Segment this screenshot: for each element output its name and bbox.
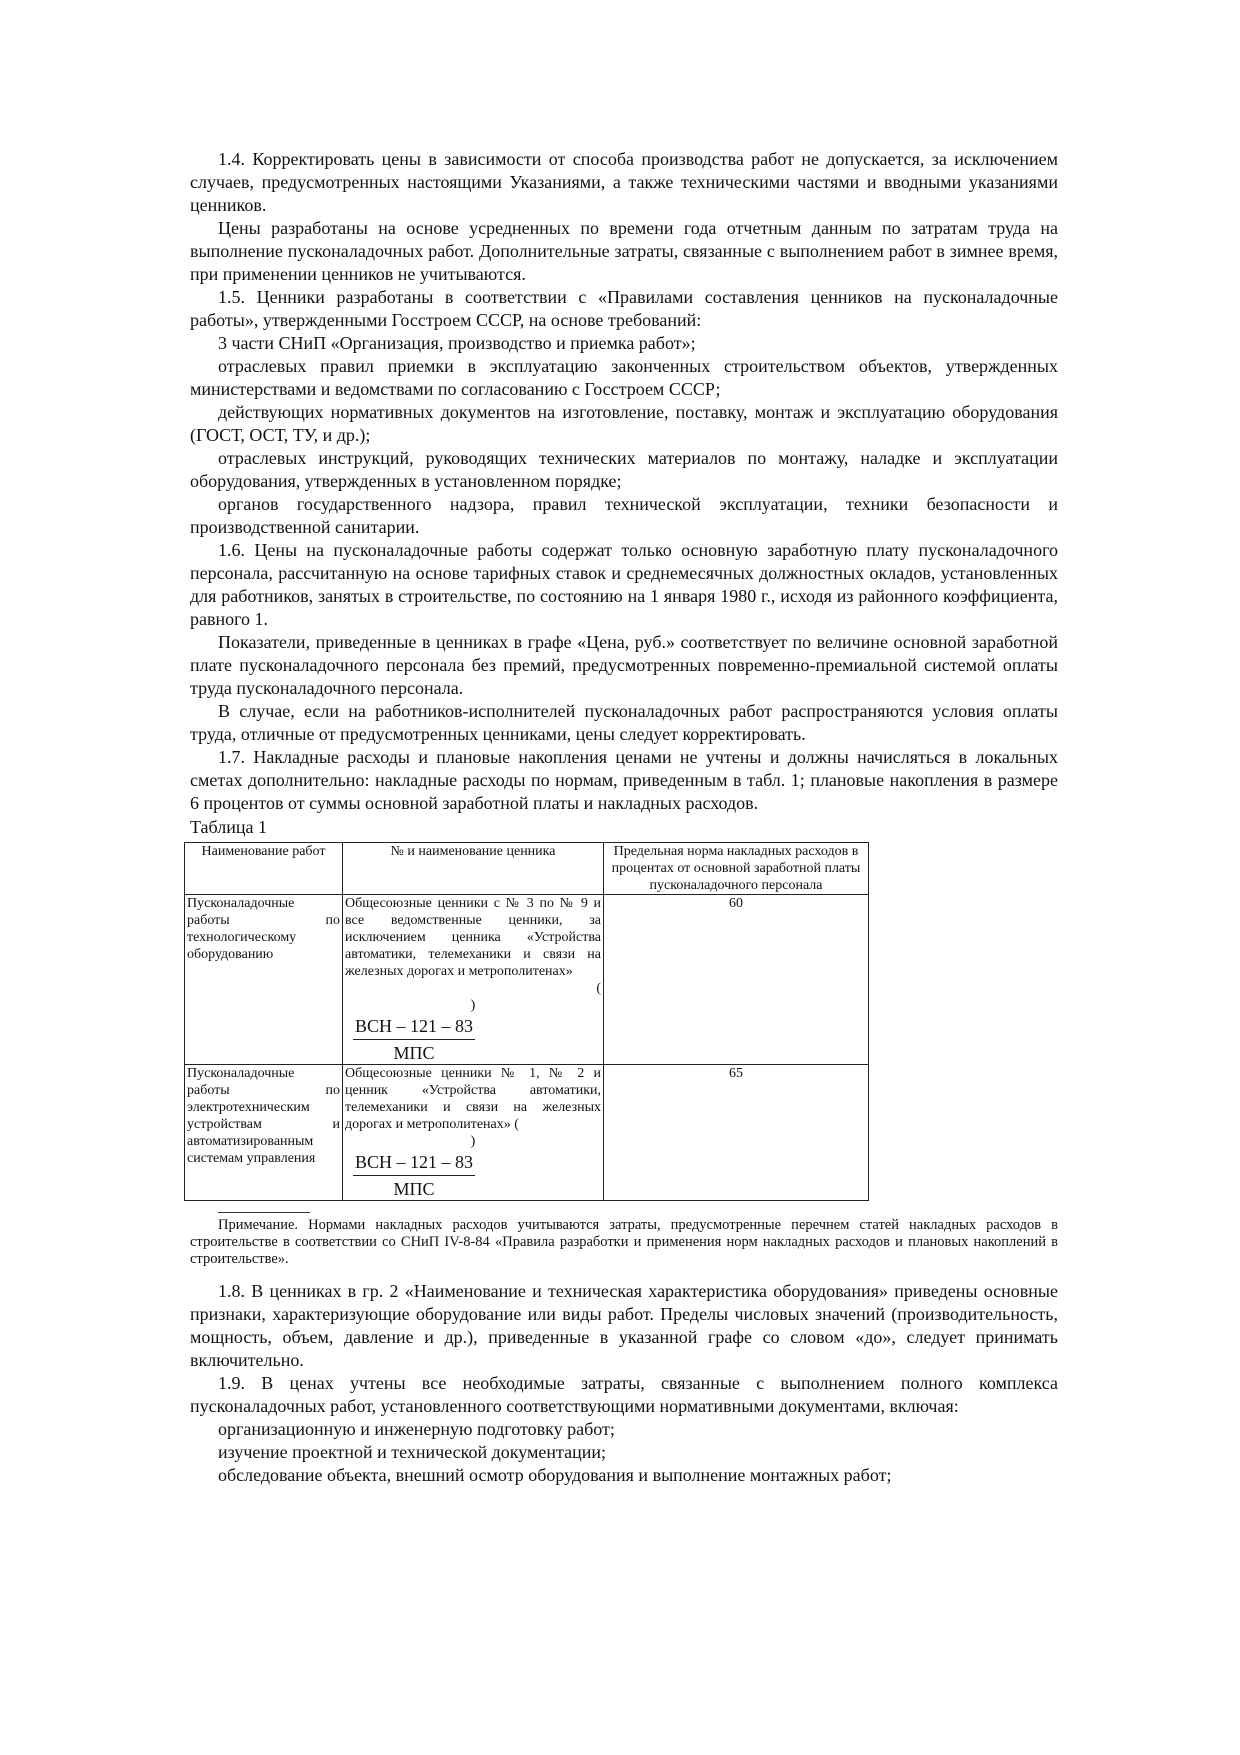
paragraph-correction: В случае, если на работников-исполнителей пусконаладочных работ распространяются условия оплаты труда, отличные от предусмотренных ценниками, цены следует корректировать. bbox=[190, 701, 1058, 744]
paragraph-1-5: 1.5. Ценники разработаны в соответствии с «Правилами составления ценников на пусконаладочные работы», утвержденными Госстроем СССР, на основе требований: bbox=[190, 287, 1058, 330]
pricelist-text: Общесоюзные ценники № 1, № 2 и ценник «Устройства автоматики, телемеханики и связи на железных дорогах и метрополитенах» ( bbox=[345, 1066, 601, 1132]
requirement-item: отраслевых инструкций, руководящих технических материалов по монтажу, наладке и эксплуатации оборудования, утвержденных в установленном порядке; bbox=[190, 448, 1058, 491]
cell-work-name: Пусконаладочные работы по электротехническим устройствам и автоматизированным системам управления bbox=[185, 1065, 343, 1201]
header-pricelist: № и наименование ценника bbox=[343, 843, 604, 895]
cell-pricelist bbox=[343, 1065, 604, 1201]
requirement-item: 3 части СНиП «Организация, производство и приемка работ»; bbox=[218, 333, 696, 353]
included-item: изучение проектной и технической документации; bbox=[218, 1442, 607, 1462]
document-code-fraction bbox=[349, 1151, 479, 1200]
fraction-numerator: ВСН – 121 – 83 bbox=[353, 1015, 475, 1040]
paragraph-1-4: 1.4. Корректировать цены в зависимости от способа производства работ не допускается, за исключением случаев, предусмотренных настоящими Указаниями, а также техническими частями и вводными указаниями ценников. bbox=[190, 149, 1058, 215]
table-footnote: Примечание. Нормами накладных расходов учитываются затраты, предусмотренные перечнем статей накладных расходов в строительстве в соответствии со СНиП IV-8-84 «Правила разработки и применения норм накладных расходов и плановых накоплений в строительстве». bbox=[190, 1217, 1058, 1267]
included-item: обследование объекта, внешний осмотр оборудования и выполнение монтажных работ; bbox=[218, 1465, 892, 1485]
overhead-norms-table bbox=[184, 842, 869, 1201]
requirement-item: органов государственного надзора, правил технической эксплуатации, техники безопасности и производственной санитарии. bbox=[190, 494, 1058, 537]
table-row bbox=[185, 895, 869, 1065]
included-item: организационную и инженерную подготовку работ; bbox=[218, 1419, 615, 1439]
paragraph-1-6: 1.6. Цены на пусконаладочные работы содержат только основную заработную плату пусконаладочного персонала, рассчитанную на основе тарифных ставок и среднемесячных должностных окладов, установленных для работников, занятых в строительстве, по состоянию на 1 января 1980 г., исходя из районного коэффициента, равного 1. bbox=[190, 540, 1058, 629]
cell-norm-percent: 60 bbox=[604, 895, 869, 1065]
paragraph-1-7: 1.7. Накладные расходы и плановые накопления ценами не учтены и должны начисляться в локальных сметах дополнительно: накладные расходы по нормам, приведенным в табл. 1; плановые накопления в размере 6 процентов от суммы основной заработной платы и накладных расходов. bbox=[190, 747, 1058, 813]
paren-open: ( bbox=[596, 981, 601, 996]
table-header-row bbox=[185, 843, 869, 895]
paragraph-indicators: Показатели, приведенные в ценниках в графе «Цена, руб.» соответствует по величине основной заработной плате пусконаладочного персонала без премий, предусмотренных повременно-премиальной системой оплаты труда пусконаладочного персонала. bbox=[190, 632, 1058, 698]
fraction-denominator: МПС bbox=[393, 1043, 435, 1063]
pricelist-text: Общесоюзные ценники с № 3 по № 9 и все ведомственные ценники, за исключением ценника «Устройства автоматики, телемеханики и связи на железных дорогах и метрополитенах» bbox=[345, 896, 601, 979]
footnote-separator bbox=[218, 1212, 310, 1213]
table-row bbox=[185, 1065, 869, 1201]
paragraph-seasonal-prices: Цены разработаны на основе усредненных по времени года отчетным данным по затратам труда на выполнение пусконаладочных работ. Дополнительные затраты, связанные с выполнением работ в зимнее время, при применении ценников не учитываются. bbox=[190, 218, 1058, 284]
cell-work-name: Пусконаладочные работы по технологическому оборудованию bbox=[185, 895, 343, 1065]
paren-open: ( bbox=[514, 1117, 519, 1132]
paren-close: ) bbox=[470, 998, 476, 1013]
header-overhead-norm: Предельная норма накладных расходов в процентах от основной заработной платы пусконаладочного персонала bbox=[604, 843, 869, 895]
document-code-fraction bbox=[349, 1015, 479, 1064]
paragraph-1-9: 1.9. В ценах учтены все необходимые затраты, связанные с выполнением полного комплекса пусконаладочных работ, установленного соответствующими нормативными документами, включая: bbox=[190, 1373, 1058, 1416]
requirement-item: отраслевых правил приемки в эксплуатацию законченных строительством объектов, утвержденных министерствами и ведомствами по согласованию с Госстроем СССР; bbox=[190, 356, 1058, 399]
header-work-name: Наименование работ bbox=[185, 843, 343, 895]
cell-norm-percent: 65 bbox=[604, 1065, 869, 1201]
paren-close: ) bbox=[470, 1134, 476, 1149]
paragraph-1-8: 1.8. В ценниках в гр. 2 «Наименование и техническая характеристика оборудования» приведены основные признаки, характеризующие оборудование или виды работ. Пределы числовых значений (производительность, мощность, объем, давление и др.), приведенные в указанной графе со словом «до», следует принимать включительно. bbox=[190, 1281, 1058, 1370]
cell-pricelist bbox=[343, 895, 604, 1065]
document-page bbox=[187, 148, 1058, 1487]
table-caption: Таблица 1 bbox=[190, 817, 267, 837]
fraction-denominator: МПС bbox=[393, 1179, 435, 1199]
fraction-numerator: ВСН – 121 – 83 bbox=[353, 1151, 475, 1176]
requirement-item: действующих нормативных документов на изготовление, поставку, монтаж и эксплуатацию оборудования (ГОСТ, ОСТ, ТУ, и др.); bbox=[190, 402, 1058, 445]
